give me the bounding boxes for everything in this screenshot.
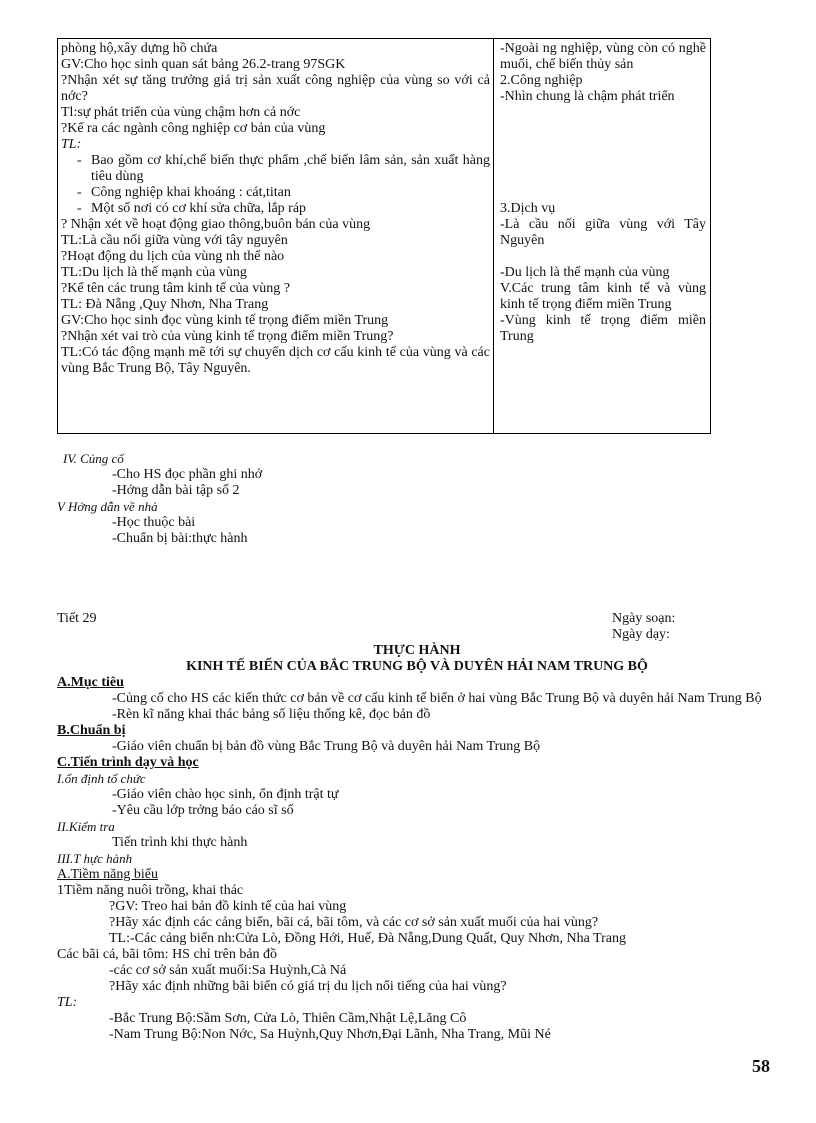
text-line: -Yêu cầu lớp trởng báo cáo sĩ số (112, 803, 294, 818)
spacer (500, 249, 706, 265)
table-text: -Vùng kinh tế trọng điểm miền Trung (500, 313, 706, 344)
table-text: -Là cầu nối giữa vùng với Tây Nguyên (500, 217, 706, 248)
page-body (57, 451, 777, 1043)
spacer (57, 547, 777, 611)
table-text: TL: (61, 137, 82, 152)
table-text: TL:Du lịch là thế mạnh của vùng (61, 265, 247, 280)
lesson-meta-row (57, 627, 777, 643)
table-text: ?Kể ra các ngành công nghiệp cơ bản của vùng (61, 121, 326, 136)
section-heading: IV. Củng cố (63, 451, 124, 466)
text-line: -các cơ sở sản xuất muối:Sa Huỳnh,Cà Ná (109, 963, 347, 978)
table-text: TL: Đà Nẵng ,Quy Nhơn, Nha Trang (61, 297, 269, 312)
table-text: ?Nhận xét vai trò của vùng kinh tế trọng điểm miền Trung? (61, 329, 394, 344)
spacer (500, 105, 706, 201)
table-text: ?Kể tên các trung tâm kinh tế của vùng ? (61, 281, 290, 296)
text-line: TL:-Các cảng biển nh:Cửa Lò, Đồng Hới, Huế, Đà Nẵng,Dung Quất, Quy Nhơn, Nha Trang (109, 931, 626, 946)
section-heading: V Hớng dẫn về nhà (57, 499, 158, 514)
table-text: GV:Cho học sinh quan sát bảng 26.2-trang 97SGK (61, 57, 346, 72)
page-number: 58 (752, 1056, 770, 1076)
text-line: -Giáo viên chào học sinh, ổn định trật tự (112, 787, 339, 802)
section-heading: A.Mục tiêu (57, 675, 124, 690)
table-text: -Du lịch là thế mạnh của vùng (500, 265, 670, 280)
text-line: ?Hãy xác định những bãi biển có giá trị du lịch nổi tiếng của hai vùng? (109, 979, 507, 994)
text-line: Tiến trình khi thực hành (112, 835, 248, 850)
text-line: 1Tiềm năng nuôi trồng, khai thác (57, 883, 244, 898)
section-heading: C.Tiến trình dạy và học (57, 755, 199, 770)
table-text: -Ngoài ng nghiệp, vùng còn có nghề muối, chế biến thủy sản (500, 41, 706, 72)
table-text: TL:Là cầu nối giữa vùng với tây nguyên (61, 233, 288, 248)
table-text: V.Các trung tâm kinh tế và vùng kinh tế trọng điểm miền Trung (500, 281, 706, 312)
table-text: phòng hộ,xây dựng hồ chứa (61, 41, 218, 56)
text-line: TL: (57, 995, 78, 1010)
table-text: - Bao gồm cơ khí,chế biến thực phẩm ,chế biến lâm sản, sản xuất hàng tiêu dùng (61, 153, 490, 185)
table-text: - Một số nơi có cơ khí sửa chữa, lắp ráp (61, 201, 490, 217)
lesson-number: Tiết 29 (57, 611, 97, 626)
lesson-subtitle: KINH TẾ BIỂN CỦA BẮC TRUNG BỘ VÀ DUYÊN HẢI NAM TRUNG BỘ (186, 659, 648, 674)
table-text: TL:Có tác động mạnh mẽ tới sự chuyển dịch cơ cấu kinh tế của vùng và các vùng Bắc Trung Bộ, Tây Nguyên. (61, 345, 490, 376)
section-heading: II.Kiểm tra (57, 819, 115, 834)
date-prepared: Ngày soạn: (612, 611, 676, 626)
text-line: -Chuẩn bị bài:thực hành (112, 531, 248, 546)
table-text: Tl:sự phát triển của vùng chậm hơn cả nớc (61, 105, 301, 120)
section-heading: A.Tiềm năng biểu (57, 867, 158, 882)
text-line: -Nam Trung Bộ:Non Nớc, Sa Huỳnh,Quy Nhơn,Đại Lãnh, Nha Trang, Mũi Né (109, 1027, 551, 1042)
text-line: ?GV: Treo hai bản đồ kinh tế của hai vùng (109, 899, 347, 914)
table-text: 2.Công nghiệp (500, 73, 583, 88)
table-text: ?Hoạt động du lịch của vùng nh thế nào (61, 249, 285, 264)
lesson-table (57, 38, 711, 434)
table-left-column (58, 39, 494, 433)
text-line: -Cho HS đọc phần ghi nhớ (112, 467, 263, 482)
text-line: -Học thuộc bài (112, 515, 196, 530)
text-line: -Rèn kĩ năng khai thác bảng số liệu thống kê, đọc bản đồ (112, 707, 431, 722)
text-line: ?Hãy xác định các cảng biển, bãi cá, bãi tôm, và các cơ sở sản xuất muối của hai vùng? (109, 915, 599, 930)
text-line: -Bắc Trung Bộ:Sầm Sơn, Cửa Lò, Thiên Cầm,Nhật Lệ,Lăng Cô (109, 1011, 467, 1026)
text-line: Các bãi cá, bãi tôm: HS chỉ trên bản đồ (57, 947, 278, 962)
section-heading: B.Chuẩn bị (57, 723, 126, 738)
text-line: -Củng cố cho HS các kiến thức cơ bản về cơ cấu kinh tế biển ở hai vùng Bắc Trung Bộ và duyên hải Nam Trung Bộ (112, 691, 762, 706)
table-text: -Nhìn chung là chậm phát triển (500, 89, 675, 104)
text-line: -Giáo viên chuẩn bị bản đồ vùng Bắc Trung Bộ và duyên hải Nam Trung Bộ (112, 739, 541, 754)
table-text: GV:Cho học sinh đọc vùng kinh tế trọng điểm miền Trung (61, 313, 389, 328)
table-right-column (494, 39, 710, 433)
table-text: ?Nhận xét sự tăng trưởng giá trị sản xuất công nghiệp của vùng so với cả nớc? (61, 73, 490, 104)
table-text: ? Nhận xét về hoạt động giao thông,buôn bán của vùng (61, 217, 371, 232)
lesson-meta-row (57, 611, 777, 627)
date-taught: Ngày dạy: (612, 627, 670, 642)
table-text: 3.Dịch vụ (500, 201, 556, 216)
table-text: - Công nghiệp khai khoáng : cát,titan (61, 185, 490, 201)
section-heading: I.ổn định tổ chức (57, 771, 146, 786)
text-line: -Hớng dẫn bài tập số 2 (112, 483, 240, 498)
section-heading: III.T hực hành (57, 851, 133, 866)
lesson-title: THỰC HÀNH (373, 643, 461, 658)
